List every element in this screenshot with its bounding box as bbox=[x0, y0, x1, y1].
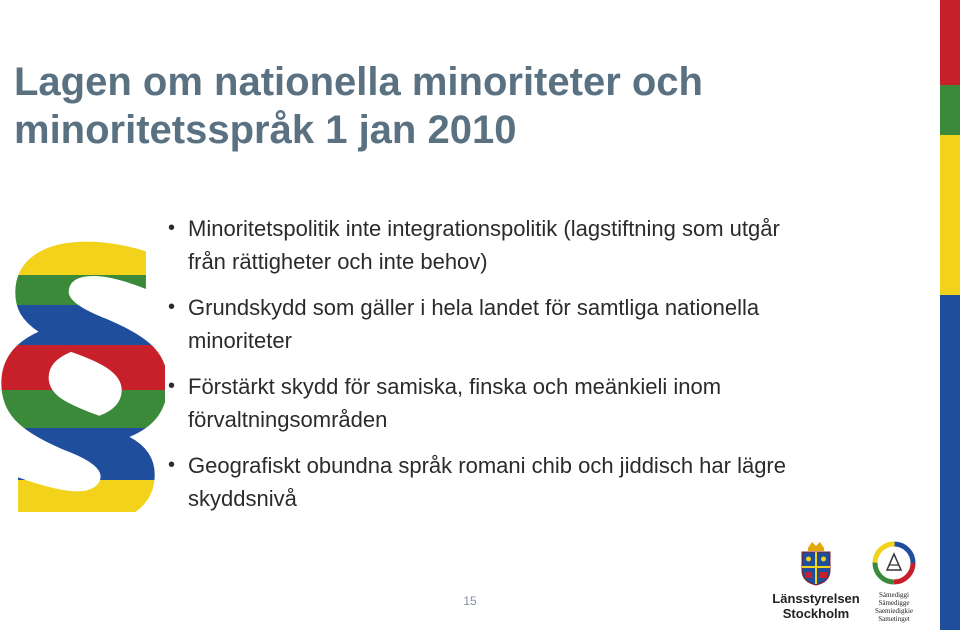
list-item: • Förstärkt skydd för samiska, finska och meänkieli inom förvaltningsområden bbox=[166, 370, 786, 436]
page-number: 15 bbox=[463, 594, 477, 608]
coat-of-arms-icon bbox=[796, 540, 836, 586]
sametinget-line-2: Sámedigge bbox=[878, 599, 910, 607]
bullet-dot: • bbox=[168, 217, 176, 239]
lansstyrelsen-city: Stockholm bbox=[782, 606, 850, 621]
title-line-2: minoritetsspråk 1 jan 2010 bbox=[14, 108, 517, 152]
color-stripe-red bbox=[940, 0, 960, 85]
color-stripe-green bbox=[940, 85, 960, 135]
slide-title bbox=[14, 58, 914, 154]
list-item: • Geografiskt obundna språk romani chib och jiddisch har lägre skyddsnivå bbox=[166, 449, 786, 515]
bullet-dot: • bbox=[168, 454, 176, 476]
lansstyrelsen-name: Länsstyrelsen bbox=[772, 591, 860, 606]
list-item: • Minoritetspolitik inte integrationspolitik (lagstiftning som utgår från rättigheter och inte behov) bbox=[166, 212, 786, 278]
sametinget-logo bbox=[866, 540, 922, 625]
sametinget-line-1: Sámediggi bbox=[879, 591, 909, 599]
lansstyrelsen-logo bbox=[766, 540, 866, 620]
color-stripe-yellow bbox=[940, 135, 960, 295]
list-item: • Grundskydd som gäller i hela landet för samtliga nationella minoriteter bbox=[166, 291, 786, 357]
color-stripe-blue bbox=[940, 295, 960, 630]
bullet-dot: • bbox=[168, 375, 176, 397]
sametinget-line-4: Sametinget bbox=[878, 615, 910, 623]
section-sign-icon bbox=[0, 212, 165, 512]
bullet-dot: • bbox=[168, 296, 176, 318]
sametinget-line-3: Saemiedigkie bbox=[874, 607, 914, 615]
title-line-1: Lagen om nationella minoriteter och bbox=[14, 60, 703, 104]
bullet-list bbox=[166, 212, 786, 528]
sametinget-emblem-icon bbox=[871, 540, 917, 586]
